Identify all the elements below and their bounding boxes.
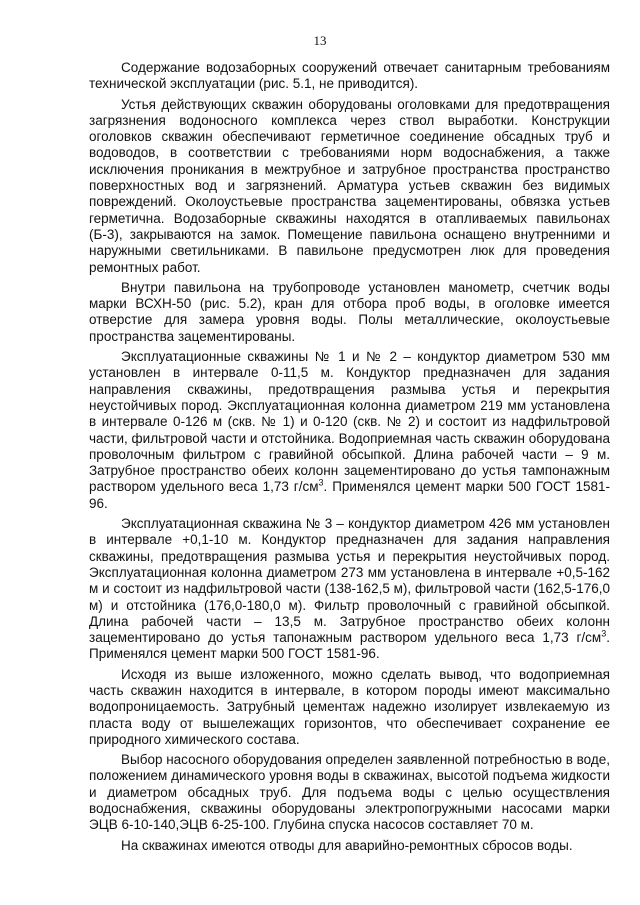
paragraph-4: Эксплуатационные скважины № 1 и № 2 – кондуктор диаметром 530 мм установлен в интервале 0-11,5 м. Кондуктор предназначен для задания направления скважины, предотвращения размыва устья и перекрытия неустойчивых пород. Эксплуатационная колонна диаметром 219 мм установлена в интервале 0-126 м (скв. № 1) и 0-120 (скв. № 2) и состоит из надфильтровой части, фильтровой части и отстойника. Водоприемная часть скважин оборудована проволочным фильтром с гравийной обсыпкой. Длина рабочей части – 9 м. Затрубное пространство обеих колонн зацементировано до устья тампонажным раствором удельного веса 1,73 $г/см^3$. Применялся цемент марки 500 ГОСТ 1581-96. <box>89 349 610 511</box>
body-text <box>89 60 610 858</box>
paragraph-8: На скважинах имеются отводы для аварийно-ремонтных сбросов воды. <box>121 837 573 853</box>
paragraph-5: Эксплуатационная скважина № 3 – кондуктор диаметром 426 мм установлен в интервале +0,1-10 м. Кондуктор предназначен для задания направления скважины, предотвращения размыва устья и перекрытия неустойчивых пород. Эксплуатационная колонна диаметром 273 мм установлена в интервале +0,5-162 м и состоит из надфильтровой части (138-162,5 м), фильтровой части (162,5-176,0 м) и отстойника (176,0-180,0 м). Фильтр проволочный с гравийной обсыпкой. Длина рабочей части – 13,5 м. Затрубное пространство обеих колонн зацементировано до устья тапонажным раствором удельного веса 1,73 $г/см^3$. Применялся цемент марки 500 ГОСТ 1581-96. <box>89 516 610 662</box>
paragraph-7: Выбор насосного оборудования определен заявленной потребностью в воде, положением динамического уровня воды в скважинах, высотой подъема жидкости и диаметром обсадных труб. Для подъема воды с целью осуществления водоснабжения, скважины оборудованы электропогружными насосами марки ЭЦВ 6-10-140,ЭЦВ 6-25-100. Глубина спуска насосов составляет 70 м. <box>89 752 610 833</box>
page-number: 13 <box>313 33 327 48</box>
paragraph-3: Внутри павильона на трубопроводе установлен манометр, счетчик воды марки ВСХН-50 (рис. 5.2), кран для отбора проб воды, в оголовке имеется отверстие для замера уровня воды. Полы металлические, околоустьевые пространства зацементированы. <box>89 279 610 344</box>
paragraph-2: Устья действующих скважин оборудованы оголовками для предотвращения загрязнения водоносного комплекса через ствол выработки. Конструкции оголовков скважин обеспечивают герметичное соединение обсадных труб и водоводов, в соответствии с требованиями норм водоснабжения, а также исключения проникания в межтрубное и затрубное пространства пространство поверхностных вод и загрязнений. Арматура устьев скважин без видимых повреждений. Околоустьевые пространства зацементированы, обвязка устьев герметична. Водозаборные скважины находятся в отапливаемых павильонах (Б-3), закрываются на замок. Помещение павильона оснащено внутренними и наружными светильниками. В павильоне предусмотрен люк для проведения ремонтных работ. <box>89 96 610 275</box>
superscript: 3 <box>601 628 607 639</box>
paragraph-1: Содержание водозаборных сооружений отвечает санитарным требованиям технической эксплуатации (рис. 5.1, не приводится). <box>89 60 610 92</box>
paragraph-6: Исходя из выше изложенного, можно сделать вывод, что водоприемная часть скважин находится в интервале, в котором породы имеют максимально водопроницаемость. Затрубный цементаж надежно изолирует извлекаемую из пласта воду от вышележащих горизонтов, что обеспечивает сохранение ее природного химического состава. <box>89 666 610 747</box>
superscript: 3 <box>318 477 324 488</box>
